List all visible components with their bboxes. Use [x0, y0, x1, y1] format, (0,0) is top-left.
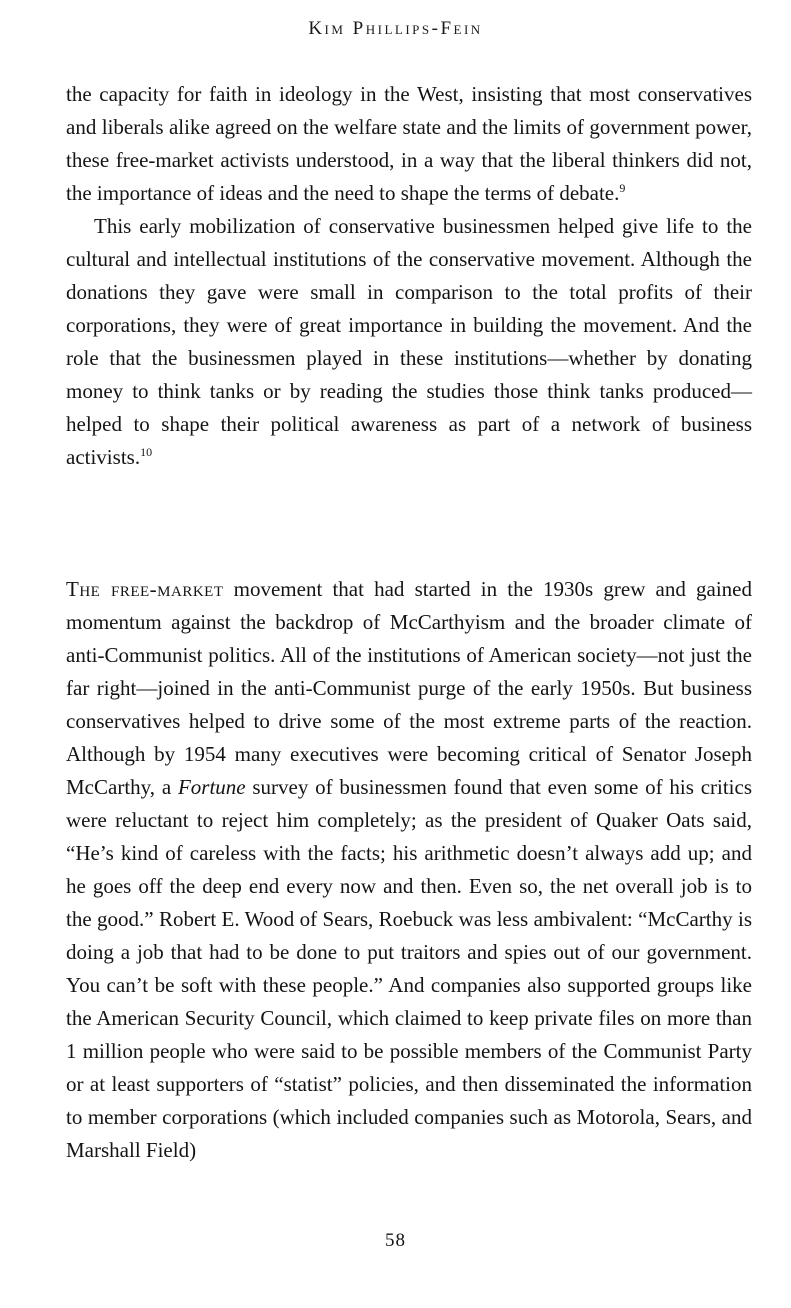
section-opening-paragraph	[66, 573, 752, 1167]
running-head: Kim Phillips-Fein	[308, 18, 483, 39]
text-block-top	[66, 78, 752, 474]
paragraph	[66, 210, 752, 474]
publication-title: Fortune	[177, 775, 246, 799]
page-number: 58	[385, 1230, 406, 1251]
section-lead-in: The free-market	[66, 577, 224, 601]
footnote-marker: 9	[619, 181, 626, 195]
paragraph-text: This early mobilization of conservative businessmen helped give life to the cultural and intellectual institutions of the conservative movement. Although the donations they gave were small in comparison to the total profits of their corporations, they were of great importance in building the movement. And the role that the businessmen played in these institutions—whether by donating money to think tanks or by reading the studies those think tanks produced—helped to shape their political awareness as part of a network of business activists.	[66, 214, 752, 469]
paragraph-text: survey of businessmen found that even some of his critics were reluctant to reject him completely; as the president of Quaker Oats said, “He’s kind of careless with the facts; his arithmetic doesn’t always add up; and he goes off the deep end every now and then. Even so, the net overall job is to the good.” Robert E. Wood of Sears, Roebuck was less ambivalent: “McCarthy is doing a job that had to be done to put traitors and spies out of our government. You can’t be soft with these people.” And companies also supported groups like the American Security Council, which claimed to keep private files on more than 1 million people who were said to be possible members of the Communist Party or at least supporters of “statist” policies, and then disseminated the information to member corporations (which included companies such as Motorola, Sears, and Marshall Field)	[66, 775, 753, 1162]
paragraph-text: movement that had started in the 1930s grew and gained momentum against the backdrop of McCarthyism and the broader climate of anti-Communist politics. All of the institutions of American society—not just the far right—joined in the anti-Communist purge of the early 1950s. But business conservatives helped to drive some of the most extreme parts of the reaction. Although by 1954 many executives were becoming critical of Senator Joseph McCarthy, a	[66, 577, 752, 799]
footnote-marker: 10	[140, 445, 153, 459]
paragraph-continued	[66, 78, 752, 210]
paragraph-text: the capacity for faith in ideology in the West, insisting that most conservatives and liberals alike agreed on the welfare state and the limits of government power, these free-market activists understood, in a way that the liberal thinkers did not, the importance of ideas and the need to shape the terms of debate.	[66, 82, 752, 205]
text-block-section	[66, 573, 752, 1167]
